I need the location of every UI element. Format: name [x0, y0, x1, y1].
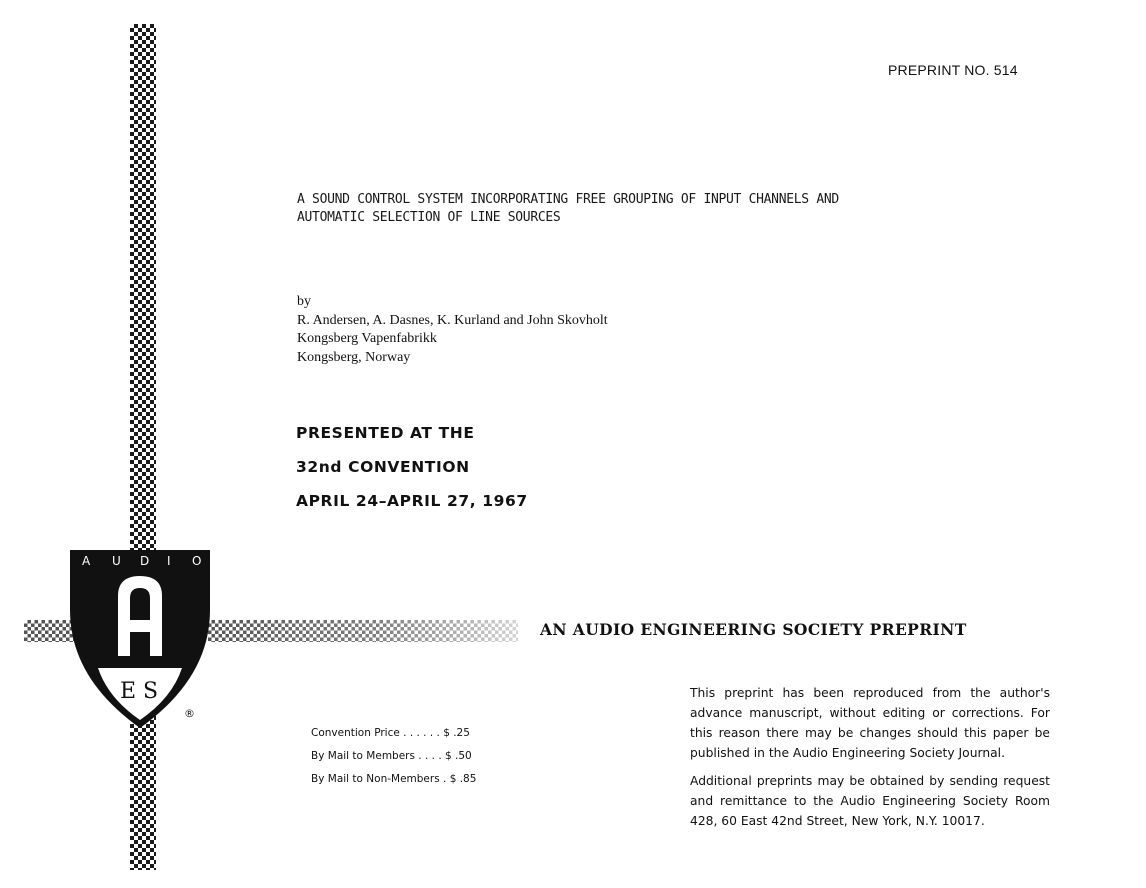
presented-line-1: PRESENTED AT THE	[296, 424, 475, 442]
author-names: R. Andersen, A. Dasnes, K. Kurland and John Skovholt	[297, 312, 608, 328]
author-block	[297, 293, 608, 367]
logo-letters-es: E S	[120, 679, 159, 704]
presented-line-2: 32nd CONVENTION	[296, 458, 470, 476]
author-location: Kongsberg, Norway	[297, 349, 411, 365]
logo-letter-d: D	[140, 554, 150, 568]
preprint-number: PREPRINT NO. 514	[888, 62, 1018, 78]
paper-title	[297, 191, 839, 227]
registered-mark: ®	[184, 707, 195, 720]
title-line-2: AUTOMATIC SELECTION OF LINE SOURCES	[297, 210, 561, 225]
decorative-checker-strip-right	[208, 620, 518, 642]
price-list	[311, 722, 476, 791]
price-mail-non-members: By Mail to Non-Members . $ .85	[311, 773, 477, 785]
logo-letter-o: O	[192, 554, 202, 568]
logo-letter-a: A	[82, 554, 91, 568]
by-label: by	[297, 294, 311, 309]
notes-paragraph-2: Additional preprints may be obtained by sending request and remittance to the Audio Engineering Society Room 428, 60 East 42nd Street, New York, N.Y. 10017.	[690, 774, 1050, 828]
title-line-1: A SOUND CONTROL SYSTEM INCORPORATING FREE GROUPING OF INPUT CHANNELS AND	[297, 192, 839, 207]
aes-logo	[68, 548, 212, 730]
logo-letter-u: U	[112, 554, 121, 568]
reproduction-notes	[690, 683, 1050, 839]
price-mail-members: By Mail to Members . . . . $ .50	[311, 750, 472, 762]
decorative-checker-strip-left	[24, 620, 74, 642]
decorative-checker-strip-vertical	[130, 24, 156, 870]
author-organization: Kongsberg Vapenfabrikk	[297, 331, 437, 346]
presentation-info	[296, 416, 528, 518]
price-convention: Convention Price . . . . . . $ .25	[311, 727, 470, 739]
logo-letter-i: I	[167, 554, 171, 568]
notes-paragraph-1: This preprint has been reproduced from the author's advance manuscript, without editing or corrections. For this reason there may be changes should this paper be published in the Audio Engineering Society Journal.	[690, 686, 1050, 760]
society-heading: AN AUDIO ENGINEERING SOCIETY PREPRINT	[540, 620, 967, 639]
presented-line-3: APRIL 24–APRIL 27, 1967	[296, 492, 528, 510]
